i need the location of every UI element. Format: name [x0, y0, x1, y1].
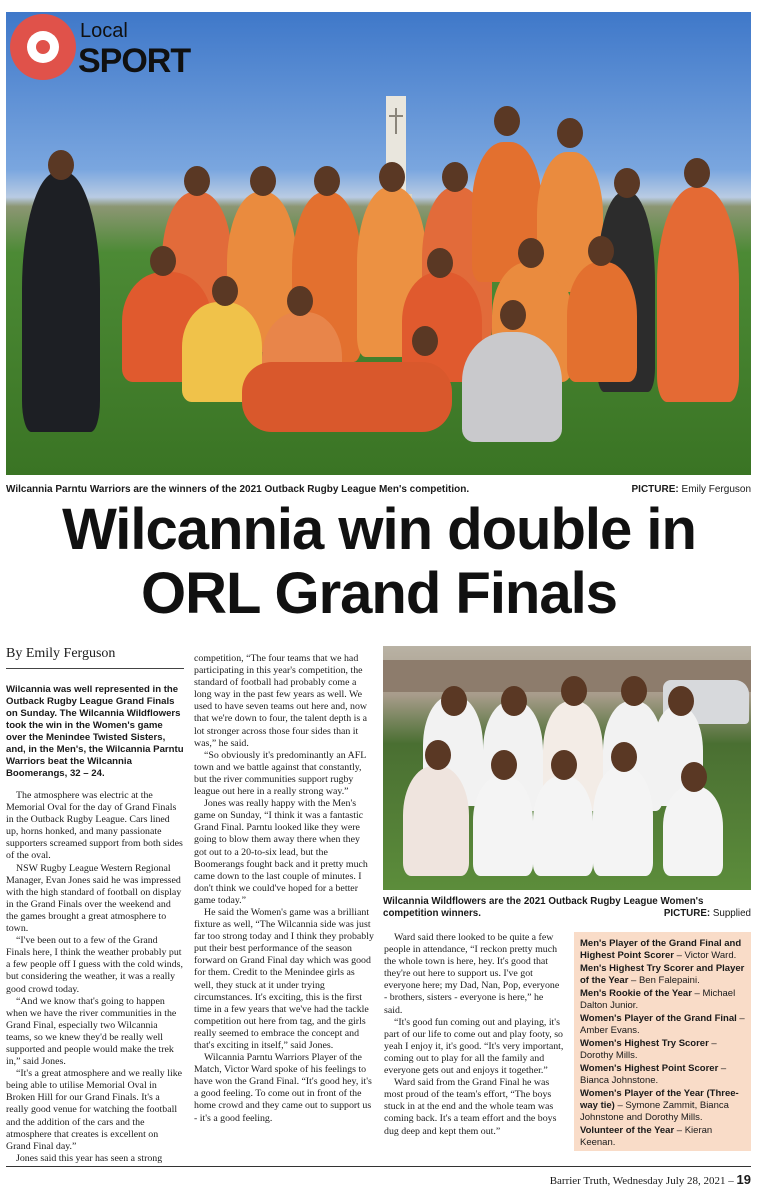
player-head — [491, 750, 517, 780]
coach-figure — [22, 172, 100, 432]
player-figure — [657, 187, 739, 402]
footer-text: Barrier Truth, Wednesday July 28, 2021 – — [549, 1175, 737, 1187]
player-head — [442, 162, 468, 192]
paragraph: competition, “The four teams that we had participating in this year's competition, the standard of football had probably come a long way in the past few years as well. We used to have seven teams out here and, now that we're down to four, the talent depth is a lot stronger across those four sides than it was,” he said. — [194, 653, 368, 749]
paragraph: Ward said from the Grand Final he was most proud of the team's effort, “The boys stuck in at the end and the whole team was coming back. It's a team effort and the boys dug deep and kept them out.” — [384, 1077, 557, 1137]
player-head — [250, 166, 276, 196]
player-head — [681, 762, 707, 792]
player-head — [287, 286, 313, 316]
award-separator: – — [718, 1063, 727, 1074]
logo-ring-icon — [10, 14, 76, 80]
player-figure — [403, 766, 469, 876]
photo-credit — [664, 908, 751, 920]
player-lying-figure — [242, 362, 452, 432]
paragraph: “And we know that's going to happen when we have the river communities in the Grand Final, especially two Wilcannia teams, so we knew they'd be really well supported and people would make the trek in,” said Jones. — [6, 995, 177, 1068]
award-separator: – — [673, 950, 685, 961]
player-head — [184, 166, 210, 196]
photo-caption-men — [6, 484, 751, 495]
player-head — [551, 750, 577, 780]
award-separator: – — [628, 975, 639, 986]
player-head — [561, 676, 587, 706]
award-winner: Dorothy Mills. — [580, 1050, 638, 1061]
player-head — [621, 676, 647, 706]
paragraph: Wilcannia Parntu Warriors Player of the Match, Victor Ward spoke of his feelings to have won the Grand Final. “It's good hey, it's a good feeling. To come out in front of the home crowd and they came out to support us - it's a good feeling. — [194, 1052, 372, 1124]
player-figure — [663, 786, 723, 876]
paragraph: He said the Women's game was a brilliant fixture as well, “The Wilcannia side was just far too strong today and I think they probably put their best performance of the season forward on Grand Final day which was good for them. Credit to the Menindee girls as well, they stuck at it under trying circumstances. It's exciting, this is the first time in a few years that we've had the tackle competition out here from tag, and the girls really seemed to embrace the concept and that's exciting in itself,” said Jones. — [194, 906, 374, 1051]
logo-sport-text: SPORT — [78, 42, 191, 80]
player-head — [614, 168, 640, 198]
credit-label: PICTURE: — [663, 908, 711, 919]
award-item — [580, 1038, 745, 1062]
paragraph: The atmosphere was electric at the Memorial Oval for the day of Grand Finals in the Outback Rugby League. Cars lined up, horns honked, and many passionate supporters screamed support from both sides of the oval. — [6, 790, 183, 862]
byline: By Emily Ferguson — [6, 646, 184, 669]
logo-local-text: Local — [80, 20, 128, 42]
award-separator: – — [674, 1125, 685, 1136]
paragraph: “So obviously it's predominantly an AFL town and we battle against that constantly, but the river communities support rugby league out here in a really strong way.” — [194, 749, 366, 798]
award-item — [580, 938, 745, 962]
award-winner: Kieran Keenan. — [580, 1125, 713, 1148]
player-head — [684, 158, 710, 188]
monument-cross-horizontal — [389, 115, 403, 117]
player-figure — [593, 766, 653, 876]
credit-label: PICTURE: — [631, 484, 679, 495]
award-item — [580, 988, 745, 1012]
award-winner: Bianca Johnstone. — [580, 1075, 659, 1086]
award-winner: Amber Evans. — [580, 1025, 640, 1036]
player-head — [412, 326, 438, 356]
monument-cross-vertical — [395, 108, 397, 134]
logo-ring-dot — [36, 40, 50, 54]
award-title: Volunteer of the Year — [580, 1125, 675, 1136]
caption-text: Wilcannia Wildflowers are the 2021 Outback Rugby League Women's competition winners. — [383, 896, 704, 919]
article-column-3 — [384, 932, 564, 1138]
paragraph: Jones was really happy with the Men's game on Sunday, “I think it was a fantastic Grand Final. Parntu looked like they were going to blow them away there when they got out to a 20-to-six lead, but the Boomerangs fought back and it pretty much came down to the last couple of minutes. I don't think we could've hoped for a better game today.” — [194, 798, 368, 906]
player-head — [500, 300, 526, 330]
award-title: Men's Highest Try Scorer and Player of the Year — [580, 963, 745, 986]
awards-box — [574, 932, 751, 1151]
award-winner: Ben Falepaini. — [638, 975, 700, 986]
photo-caption-women — [383, 896, 751, 920]
credit-name: Emily Ferguson — [681, 484, 751, 495]
player-head — [501, 686, 527, 716]
award-title: Women's Highest Try Scorer — [580, 1038, 709, 1049]
award-title: Men's Player of the Grand Final and Highest Point Scorer — [580, 938, 742, 961]
award-item — [580, 1088, 745, 1124]
award-separator: – — [691, 988, 703, 999]
player-figure — [567, 262, 637, 382]
team-photo-women — [383, 646, 751, 890]
player-head — [518, 238, 544, 268]
player-head — [588, 236, 614, 266]
caption-text: Wilcannia Parntu Warriors are the winners of the 2021 Outback Rugby League Men's competition. — [6, 484, 470, 495]
player-head — [668, 686, 694, 716]
award-item — [580, 1125, 745, 1149]
paragraph: NSW Rugby League Western Regional Manager, Evan Jones said he was impressed with the high standard of football on display in the Grand Finals over the weekend and the games brought a great atmosphere to town. — [6, 862, 182, 935]
award-item — [580, 1063, 745, 1087]
player-head — [48, 150, 74, 180]
page-footer — [6, 1172, 751, 1187]
player-head — [427, 248, 453, 278]
award-winner: Michael Dalton Junior. — [580, 988, 736, 1011]
article-lead: Wilcannia was well represented in the Outback Rugby League Grand Finals on Sunday. The Wilcannia Wildflowers took the win in the Women's game over the Menindee Twisted Sisters, and, in the Men's, the Wilcannia Parntu Warriors beat the Wilcannia Boomerangs, 32 – 24. — [6, 684, 184, 779]
article-column-1 — [6, 684, 184, 1165]
award-title: Women's Player of the Grand Final — [580, 1013, 737, 1024]
logo-ring-inner — [27, 31, 59, 63]
credit-name: Supplied — [712, 908, 751, 919]
footer-rule — [6, 1166, 751, 1167]
award-winner: Symone Zammit, Bianca Johnstone and Dorothy Mills. — [580, 1100, 729, 1123]
paragraph: Jones said this year has seen a strong — [16, 1152, 163, 1164]
player-head — [494, 106, 520, 136]
award-winner: Victor Ward. — [684, 950, 737, 961]
article-column-2 — [194, 653, 374, 1125]
paragraph: “It's a great atmosphere and we really like being able to utilise Memorial Oval in Broken Hill for our Grand Finals. It's a really good venue for watching the football and the addition of the cars and the atmosphere that creates is excellent on Grand Final day.” — [6, 1068, 183, 1152]
paragraph: “I've been out to a few of the Grand Finals here, I think the weather probably put a few people off I guess with the cold winds, but considering the weather, it was a really good crowd today. — [6, 935, 183, 995]
player-figure — [533, 776, 593, 876]
award-title: Women's Highest Point Scorer — [580, 1063, 719, 1074]
award-title: Women's Player of the Year (Three-way tie) — [580, 1088, 739, 1111]
award-item — [580, 1013, 745, 1037]
local-sport-logo — [10, 14, 191, 86]
player-head — [611, 742, 637, 772]
award-item — [580, 963, 745, 987]
award-separator: – — [614, 1100, 626, 1111]
player-head — [425, 740, 451, 770]
page-number: 19 — [736, 1172, 751, 1187]
headline: Wilcannia win double in ORL Grand Finals — [62, 497, 696, 626]
player-figure — [462, 332, 562, 442]
player-head — [441, 686, 467, 716]
player-figure — [473, 776, 533, 876]
paragraph: “It's good fun coming out and playing, it's part of our life to come out and play footy, so yeah I enjoy it, it's good. “It's very important, coming out to play for all the family and everyone gets out and enjoys it together.” — [384, 1016, 564, 1077]
player-head — [557, 118, 583, 148]
player-head — [379, 162, 405, 192]
players-group — [22, 132, 751, 467]
player-head — [212, 276, 238, 306]
player-head — [314, 166, 340, 196]
award-title: Men's Rookie of the Year — [580, 988, 692, 999]
photo-credit — [632, 484, 751, 495]
player-head — [150, 246, 176, 276]
paragraph: Ward said there looked to be quite a few people in attendance, “I reckon pretty much the whole town is here, hey. It's good that they're out here to support us. I've got everyone here; my Dad, Nan, Pop, everyone - brothers, sisters - everyone is here,” he said. — [384, 932, 560, 1016]
award-separator: – — [708, 1038, 717, 1049]
award-separator: – — [736, 1013, 745, 1024]
